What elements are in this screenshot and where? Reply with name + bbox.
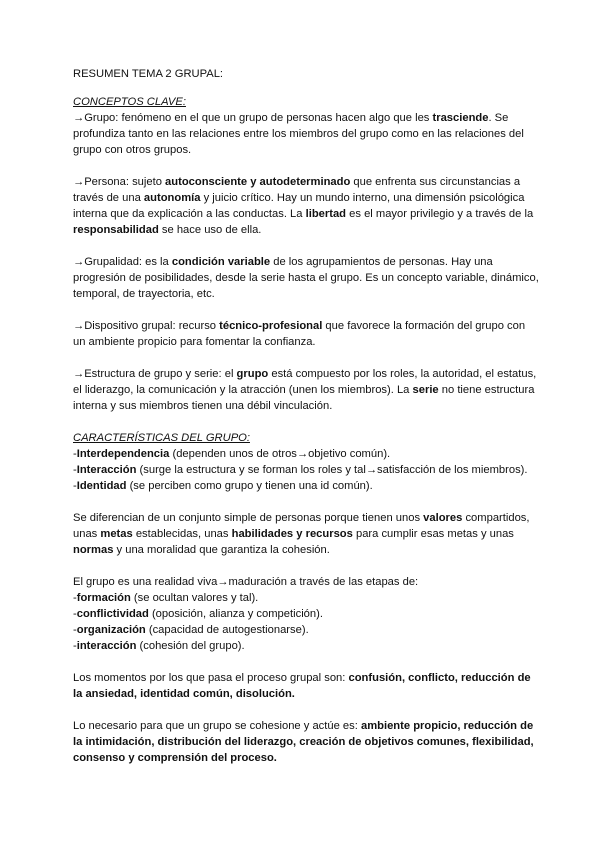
- concept-grupo: →Grupo: fenómeno en el que un grupo de personas hacen algo que les trasciende. Se profundiza tanto en las relaciones entre los miembros del grupo como en las relaciones del grupo con otros grupos.: [73, 112, 524, 156]
- paragraph-maduracion-intro: El grupo es una realidad viva→maduración a través de las etapas de:: [73, 576, 419, 588]
- list-item: -Interdependencia (dependen unos de otros→objetivo común).: [73, 448, 391, 460]
- concept-estructura: →Estructura de grupo y serie: el grupo está compuesto por los roles, la autoridad, el estatus, el liderazgo, la comunicación y la atracción (unen los miembros). La serie no tiene estructura interna y sus miembros tienen una débil vinculación.: [73, 368, 537, 412]
- list-item: -formación (se ocultan valores y tal).: [73, 592, 259, 604]
- section-heading-conceptos: CONCEPTOS CLAVE:: [73, 96, 186, 108]
- paragraph-momentos: Los momentos por los que pasa el proceso grupal son: confusión, conflicto, reducción de la ansiedad, identidad común, disolución.: [73, 672, 531, 700]
- list-item: -Interacción (surge la estructura y se forman los roles y tal→satisfacción de los miembros).: [73, 464, 528, 476]
- paragraph-necesario: Lo necesario para que un grupo se cohesione y actúe es: ambiente propicio, reducción de la intimidación, distribución del liderazgo, creación de objetivos comunes, flexibilidad, consenso y comprensión del proceso.: [73, 720, 534, 764]
- concept-grupalidad: →Grupalidad: es la condición variable de los agrupamientos de personas. Hay una progresión de posibilidades, desde la serie hasta el grupo. Es un concepto variable, dinámico, temporal, de trayectoria, etc.: [73, 256, 539, 300]
- paragraph-diferencia: Se diferencian de un conjunto simple de personas porque tienen unos valores compartidos, unas metas establecidas, unas habilidades y recursos para cumplir esas metas y unas normas y una moralidad que garantiza la cohesión.: [73, 512, 530, 556]
- document-title: RESUMEN TEMA 2 GRUPAL:: [73, 68, 224, 80]
- concept-dispositivo: →Dispositivo grupal: recurso técnico-profesional que favorece la formación del grupo con un ambiente propicio para fomentar la confianza.: [73, 320, 526, 348]
- list-item: -conflictividad (oposición, alianza y competición).: [73, 608, 323, 620]
- list-item: -interacción (cohesión del grupo).: [73, 640, 245, 652]
- concept-persona: →Persona: sujeto autoconsciente y autodeterminado que enfrenta sus circunstancias a través de una autonomía y juicio crítico. Hay un mundo interno, una dimensión psicológica interna que da explicación a las conductas. La libertad es el mayor privilegio y a través de la responsabilidad se hace uso de ella.: [73, 176, 534, 236]
- list-item: -Identidad (se perciben como grupo y tienen una id común).: [73, 480, 373, 492]
- section-heading-caracteristicas: CARACTERÍSTICAS DEL GRUPO:: [73, 432, 250, 444]
- list-item: -organización (capacidad de autogestionarse).: [73, 624, 309, 636]
